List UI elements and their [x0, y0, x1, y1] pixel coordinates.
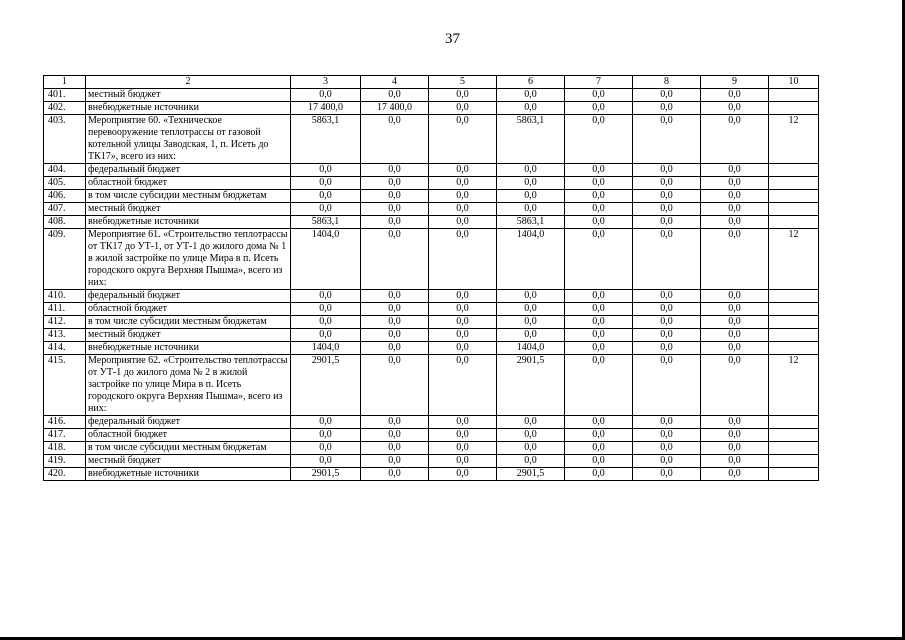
column-header: 10	[769, 76, 819, 89]
value-cell: 0,0	[291, 290, 361, 303]
item-name-cell: внебюджетные источники	[86, 216, 291, 229]
value-cell: 0,0	[633, 177, 701, 190]
value-cell: 0,0	[361, 329, 429, 342]
item-name-cell: Мероприятие 61. «Строительство теплотрассы от ТК17 до УТ-1, от УТ-1 до жилого дома № 1 в жилой застройке по улице Мира в п. Исеть городского округа Верхняя Пышма», всего из них:	[86, 229, 291, 290]
value-cell: 0,0	[701, 102, 769, 115]
target-index-cell	[769, 216, 819, 229]
value-cell: 0,0	[633, 316, 701, 329]
target-index-cell	[769, 290, 819, 303]
value-cell: 0,0	[565, 229, 633, 290]
target-index-cell	[769, 102, 819, 115]
column-header: 9	[701, 76, 769, 89]
table-row	[44, 203, 819, 216]
value-cell: 0,0	[633, 203, 701, 216]
value-cell: 0,0	[429, 102, 497, 115]
value-cell: 0,0	[361, 229, 429, 290]
item-name-cell: федеральный бюджет	[86, 416, 291, 429]
target-index-cell	[769, 455, 819, 468]
row-number-cell: 406.	[44, 190, 86, 203]
value-cell: 0,0	[565, 429, 633, 442]
value-cell: 0,0	[497, 429, 565, 442]
item-name-cell: областной бюджет	[86, 429, 291, 442]
column-header: 8	[633, 76, 701, 89]
column-header: 1	[44, 76, 86, 89]
value-cell: 0,0	[701, 416, 769, 429]
row-number-cell: 412.	[44, 316, 86, 329]
item-name-cell: внебюджетные источники	[86, 468, 291, 481]
value-cell: 0,0	[291, 442, 361, 455]
value-cell: 0,0	[497, 290, 565, 303]
row-number-cell: 414.	[44, 342, 86, 355]
table-row	[44, 416, 819, 429]
target-index-cell: 12	[769, 115, 819, 164]
value-cell: 0,0	[429, 203, 497, 216]
row-number-cell: 404.	[44, 164, 86, 177]
row-number-cell: 408.	[44, 216, 86, 229]
value-cell: 0,0	[361, 355, 429, 416]
value-cell: 0,0	[361, 89, 429, 102]
value-cell: 0,0	[429, 303, 497, 316]
row-number-cell: 419.	[44, 455, 86, 468]
item-name-cell: федеральный бюджет	[86, 290, 291, 303]
value-cell: 0,0	[291, 429, 361, 442]
value-cell: 0,0	[429, 355, 497, 416]
value-cell: 0,0	[565, 468, 633, 481]
item-name-cell: внебюджетные источники	[86, 102, 291, 115]
table-row	[44, 190, 819, 203]
value-cell: 0,0	[565, 316, 633, 329]
value-cell: 0,0	[701, 455, 769, 468]
row-number-cell: 410.	[44, 290, 86, 303]
value-cell: 0,0	[497, 89, 565, 102]
value-cell: 0,0	[361, 203, 429, 216]
value-cell: 0,0	[565, 342, 633, 355]
value-cell: 0,0	[291, 203, 361, 216]
header-row	[44, 76, 819, 89]
value-cell: 0,0	[633, 290, 701, 303]
column-header: 7	[565, 76, 633, 89]
table-row	[44, 316, 819, 329]
table-row	[44, 329, 819, 342]
item-name-cell: внебюджетные источники	[86, 342, 291, 355]
value-cell: 0,0	[633, 429, 701, 442]
value-cell: 0,0	[429, 455, 497, 468]
value-cell: 0,0	[497, 177, 565, 190]
row-number-cell: 407.	[44, 203, 86, 216]
value-cell: 2901,5	[497, 355, 565, 416]
column-header: 2	[86, 76, 291, 89]
value-cell: 0,0	[291, 316, 361, 329]
target-index-cell	[769, 316, 819, 329]
item-name-cell: областной бюджет	[86, 177, 291, 190]
value-cell: 0,0	[633, 89, 701, 102]
value-cell: 0,0	[429, 164, 497, 177]
value-cell: 0,0	[429, 190, 497, 203]
target-index-cell	[769, 89, 819, 102]
target-index-cell	[769, 203, 819, 216]
value-cell: 0,0	[361, 316, 429, 329]
table-row	[44, 216, 819, 229]
value-cell: 0,0	[565, 89, 633, 102]
value-cell: 0,0	[565, 303, 633, 316]
value-cell: 0,0	[361, 416, 429, 429]
value-cell: 0,0	[361, 468, 429, 481]
value-cell: 0,0	[429, 216, 497, 229]
value-cell: 0,0	[361, 216, 429, 229]
item-name-cell: местный бюджет	[86, 329, 291, 342]
value-cell: 0,0	[497, 203, 565, 216]
item-name-cell: Мероприятие 60. «Техническое перевооружение теплотрассы от газовой котельной улицы Заводская, 1, п. Исеть до ТК17», всего из них:	[86, 115, 291, 164]
value-cell: 0,0	[291, 455, 361, 468]
table-body	[44, 89, 819, 481]
row-number-cell: 420.	[44, 468, 86, 481]
value-cell: 0,0	[291, 190, 361, 203]
value-cell: 0,0	[565, 455, 633, 468]
value-cell: 0,0	[361, 342, 429, 355]
row-number-cell: 402.	[44, 102, 86, 115]
table-row	[44, 229, 819, 290]
table-row	[44, 468, 819, 481]
value-cell: 0,0	[361, 177, 429, 190]
target-index-cell: 12	[769, 355, 819, 416]
value-cell: 0,0	[633, 442, 701, 455]
value-cell: 0,0	[291, 303, 361, 316]
value-cell: 1404,0	[291, 342, 361, 355]
value-cell: 0,0	[633, 102, 701, 115]
value-cell: 0,0	[361, 190, 429, 203]
value-cell: 0,0	[633, 455, 701, 468]
value-cell: 0,0	[429, 468, 497, 481]
value-cell: 0,0	[565, 164, 633, 177]
column-header: 6	[497, 76, 565, 89]
table-row	[44, 429, 819, 442]
value-cell: 0,0	[429, 342, 497, 355]
value-cell: 0,0	[633, 303, 701, 316]
target-index-cell: 12	[769, 229, 819, 290]
item-name-cell: в том числе субсидии местным бюджетам	[86, 190, 291, 203]
value-cell: 0,0	[429, 115, 497, 164]
value-cell: 0,0	[633, 115, 701, 164]
value-cell: 0,0	[291, 329, 361, 342]
value-cell: 0,0	[701, 329, 769, 342]
value-cell: 1404,0	[497, 229, 565, 290]
item-name-cell: в том числе субсидии местным бюджетам	[86, 442, 291, 455]
column-header: 4	[361, 76, 429, 89]
table-row	[44, 455, 819, 468]
value-cell: 0,0	[291, 177, 361, 190]
table-row	[44, 442, 819, 455]
value-cell: 0,0	[565, 203, 633, 216]
value-cell: 17 400,0	[291, 102, 361, 115]
table-row	[44, 355, 819, 416]
row-number-cell: 413.	[44, 329, 86, 342]
item-name-cell: в том числе субсидии местным бюджетам	[86, 316, 291, 329]
row-number-cell: 416.	[44, 416, 86, 429]
value-cell: 0,0	[701, 290, 769, 303]
value-cell: 0,0	[565, 290, 633, 303]
table-row	[44, 303, 819, 316]
row-number-cell: 415.	[44, 355, 86, 416]
value-cell: 17 400,0	[361, 102, 429, 115]
value-cell: 0,0	[701, 229, 769, 290]
value-cell: 0,0	[291, 416, 361, 429]
value-cell: 0,0	[633, 216, 701, 229]
value-cell: 0,0	[701, 468, 769, 481]
target-index-cell	[769, 468, 819, 481]
value-cell: 2901,5	[291, 468, 361, 481]
value-cell: 0,0	[497, 190, 565, 203]
value-cell: 0,0	[497, 303, 565, 316]
value-cell: 0,0	[701, 203, 769, 216]
value-cell: 0,0	[429, 442, 497, 455]
target-index-cell	[769, 429, 819, 442]
value-cell: 0,0	[361, 115, 429, 164]
target-index-cell	[769, 164, 819, 177]
value-cell: 5863,1	[291, 115, 361, 164]
target-index-cell	[769, 177, 819, 190]
value-cell: 0,0	[701, 355, 769, 416]
value-cell: 0,0	[701, 429, 769, 442]
value-cell: 0,0	[497, 164, 565, 177]
value-cell: 0,0	[701, 342, 769, 355]
value-cell: 5863,1	[497, 216, 565, 229]
value-cell: 0,0	[701, 442, 769, 455]
value-cell: 0,0	[361, 290, 429, 303]
value-cell: 0,0	[701, 303, 769, 316]
table-row	[44, 177, 819, 190]
value-cell: 0,0	[361, 429, 429, 442]
value-cell: 0,0	[633, 416, 701, 429]
value-cell: 0,0	[497, 102, 565, 115]
value-cell: 0,0	[361, 303, 429, 316]
row-number-cell: 417.	[44, 429, 86, 442]
value-cell: 0,0	[497, 416, 565, 429]
value-cell: 0,0	[701, 115, 769, 164]
value-cell: 0,0	[429, 89, 497, 102]
column-header: 5	[429, 76, 497, 89]
value-cell: 0,0	[633, 355, 701, 416]
item-name-cell: областной бюджет	[86, 303, 291, 316]
target-index-cell	[769, 442, 819, 455]
column-header: 3	[291, 76, 361, 89]
item-name-cell: местный бюджет	[86, 455, 291, 468]
value-cell: 0,0	[565, 329, 633, 342]
value-cell: 0,0	[701, 216, 769, 229]
value-cell: 0,0	[429, 329, 497, 342]
row-number-cell: 405.	[44, 177, 86, 190]
value-cell: 0,0	[701, 164, 769, 177]
table-row	[44, 342, 819, 355]
value-cell: 0,0	[429, 316, 497, 329]
table-row	[44, 89, 819, 102]
table-row	[44, 102, 819, 115]
value-cell: 0,0	[497, 455, 565, 468]
value-cell: 5863,1	[291, 216, 361, 229]
row-number-cell: 411.	[44, 303, 86, 316]
value-cell: 0,0	[429, 416, 497, 429]
table-row	[44, 164, 819, 177]
target-index-cell	[769, 329, 819, 342]
item-name-cell: местный бюджет	[86, 203, 291, 216]
budget-table	[43, 75, 819, 481]
value-cell: 0,0	[701, 177, 769, 190]
value-cell: 5863,1	[497, 115, 565, 164]
row-number-cell: 418.	[44, 442, 86, 455]
target-index-cell	[769, 190, 819, 203]
page-number: 37	[445, 31, 460, 47]
value-cell: 2901,5	[497, 468, 565, 481]
value-cell: 0,0	[565, 416, 633, 429]
row-number-cell: 401.	[44, 89, 86, 102]
value-cell: 0,0	[497, 316, 565, 329]
value-cell: 0,0	[429, 177, 497, 190]
value-cell: 0,0	[361, 442, 429, 455]
value-cell: 0,0	[633, 329, 701, 342]
item-name-cell: местный бюджет	[86, 89, 291, 102]
value-cell: 0,0	[565, 442, 633, 455]
target-index-cell	[769, 342, 819, 355]
value-cell: 0,0	[633, 190, 701, 203]
target-index-cell	[769, 416, 819, 429]
value-cell: 0,0	[429, 290, 497, 303]
value-cell: 0,0	[565, 115, 633, 164]
value-cell: 0,0	[701, 89, 769, 102]
value-cell: 1404,0	[291, 229, 361, 290]
value-cell: 0,0	[429, 429, 497, 442]
value-cell: 0,0	[497, 329, 565, 342]
value-cell: 0,0	[565, 216, 633, 229]
value-cell: 0,0	[565, 355, 633, 416]
value-cell: 1404,0	[497, 342, 565, 355]
value-cell: 0,0	[291, 164, 361, 177]
value-cell: 0,0	[361, 455, 429, 468]
value-cell: 0,0	[701, 316, 769, 329]
value-cell: 0,0	[565, 190, 633, 203]
table-row	[44, 290, 819, 303]
value-cell: 0,0	[291, 89, 361, 102]
item-name-cell: Мероприятие 62. «Строительство теплотрассы от УТ-1 до жилого дома № 2 в жилой застройке по улице Мира в п. Исеть городского округа Верхняя Пышма», всего из них:	[86, 355, 291, 416]
table-row	[44, 115, 819, 164]
value-cell: 0,0	[565, 102, 633, 115]
value-cell: 0,0	[497, 442, 565, 455]
value-cell: 0,0	[701, 190, 769, 203]
target-index-cell	[769, 303, 819, 316]
row-number-cell: 409.	[44, 229, 86, 290]
value-cell: 0,0	[565, 177, 633, 190]
row-number-cell: 403.	[44, 115, 86, 164]
value-cell: 0,0	[633, 229, 701, 290]
value-cell: 0,0	[633, 468, 701, 481]
value-cell: 2901,5	[291, 355, 361, 416]
value-cell: 0,0	[361, 164, 429, 177]
value-cell: 0,0	[429, 229, 497, 290]
value-cell: 0,0	[633, 164, 701, 177]
value-cell: 0,0	[633, 342, 701, 355]
item-name-cell: федеральный бюджет	[86, 164, 291, 177]
